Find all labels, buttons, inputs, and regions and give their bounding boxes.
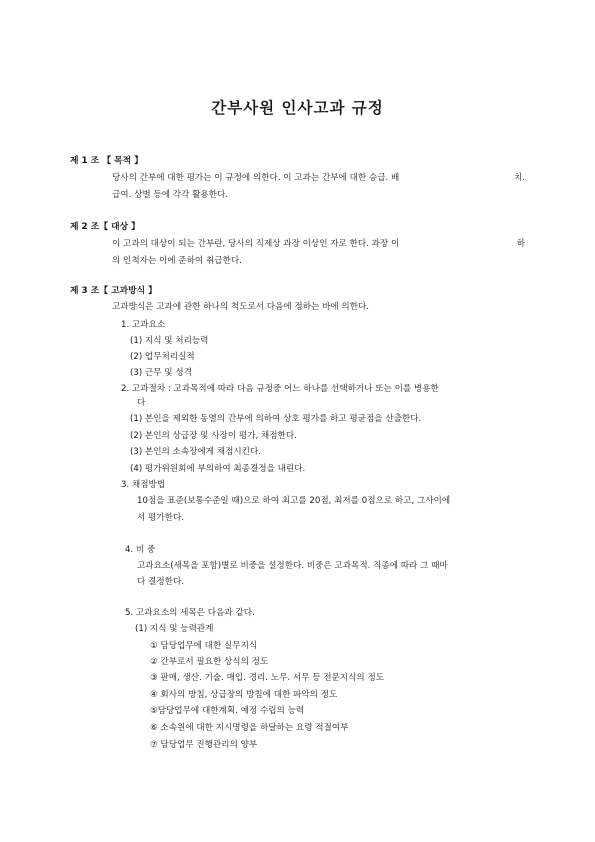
section-5-item: ② 간부로서 필요한 상식의 정도 [150, 657, 269, 667]
article-1-line-1 [112, 173, 525, 184]
section-5-subtitle: (1) 지식 및 능력관계 [135, 624, 214, 634]
section-2-item: (4) 평가위원회에 부의하여 최종결정을 내린다. [130, 464, 306, 474]
section-3-line-2: 서 평가한다. [137, 513, 184, 523]
section-3-title: 3. 채점방법 [121, 480, 166, 490]
article-2-heading: 제 2 조【 대상 】 [70, 222, 140, 232]
section-2-item: (1) 본인을 제외한 동열의 간부에 의하여 상호 평가를 하고 평균점을 산출한다. [130, 414, 422, 424]
section-5-item: ③ 판매, 생산. 기술. 매입. 경리. 노무. 서무 등 전문지식의 정도 [150, 673, 385, 683]
section-5-item: ⑥ 소속원에 대한 지시명령을 하달하는 요령 적절여부 [150, 723, 349, 733]
section-2-item: (2) 본인의 상급장 및 사장이 평가, 채점한다. [130, 431, 297, 441]
article-1-heading: 제 1 조 【 목적 】 [70, 156, 144, 166]
section-4-line-2: 다 결정한다. [137, 577, 184, 587]
article-1-text-a: 당사의 간부에 대한 평가는 이 규정에 의한다. 이 고과는 간부에 대한 승급. 배 [112, 173, 400, 183]
section-2-item: (3) 본인의 소속장에게 채점시킨다. [130, 447, 262, 457]
section-4-title: 4. 비 중 [125, 545, 156, 555]
section-1-item: (2) 업무처리실적 [130, 352, 195, 362]
section-5-item: ⑤담당업무에 대한계획. 예정 수립의 능력 [150, 706, 305, 716]
section-5-item: ⑦ 담당업무 진행관리의 양부 [150, 740, 258, 750]
section-1-title: 1. 고과요소 [121, 320, 166, 330]
section-2-title: 2. 고과절차 : 고과목적에 따라 다음 규정중 어느 하나를 선택하거나 또는 이를 병용한 [121, 384, 439, 394]
section-5-item: ① 담당업무에 대한 실무지식 [150, 641, 258, 651]
article-2-line-1 [112, 239, 525, 250]
section-3-line-1: 10점을 표준(보통수준일 때)으로 하여 최고를 20점, 최저를 0점으로 하고, 그사이에 [137, 496, 451, 506]
article-3-heading: 제 3 조【 고과방식 】 [70, 286, 157, 296]
section-4-line-1: 고과요소(세목을 포함)별로 비중을 설정한다. 비중은 고과목적. 직종에 따라 그 때마 [137, 561, 448, 571]
article-3-intro: 고과방식은 고과에 관한 하나의 척도로서 다음에 정하는 바에 의한다. [112, 302, 370, 312]
section-5-title: 5. 고과요소의 세목은 다음과 같다. [125, 608, 255, 618]
article-1-line-2: 급여. 상벌 등에 각각 활용한다. [112, 190, 229, 200]
article-2-text-b: 하 [516, 239, 525, 249]
section-5-item: ④ 회사의 방침, 상급장의 방침에 대한 파악의 정도 [150, 690, 338, 700]
article-2-line-2: 의 인척자는 이에 준하여 취급한다. [112, 256, 242, 266]
section-2-title-cont: 다 [137, 398, 146, 408]
section-1-item: (1) 지식 및 처리능력 [130, 336, 209, 346]
article-1-text-b: 치. [513, 173, 525, 183]
section-1-item: (3) 근무 및 성격 [130, 368, 192, 378]
article-2-text-a: 이 고과의 대상이 되는 간부란, 당사의 직제상 과장 이상인 자로 한다. 과장 이 [112, 239, 400, 249]
document-title: 간부사원 인사고과 규정 [211, 99, 384, 117]
